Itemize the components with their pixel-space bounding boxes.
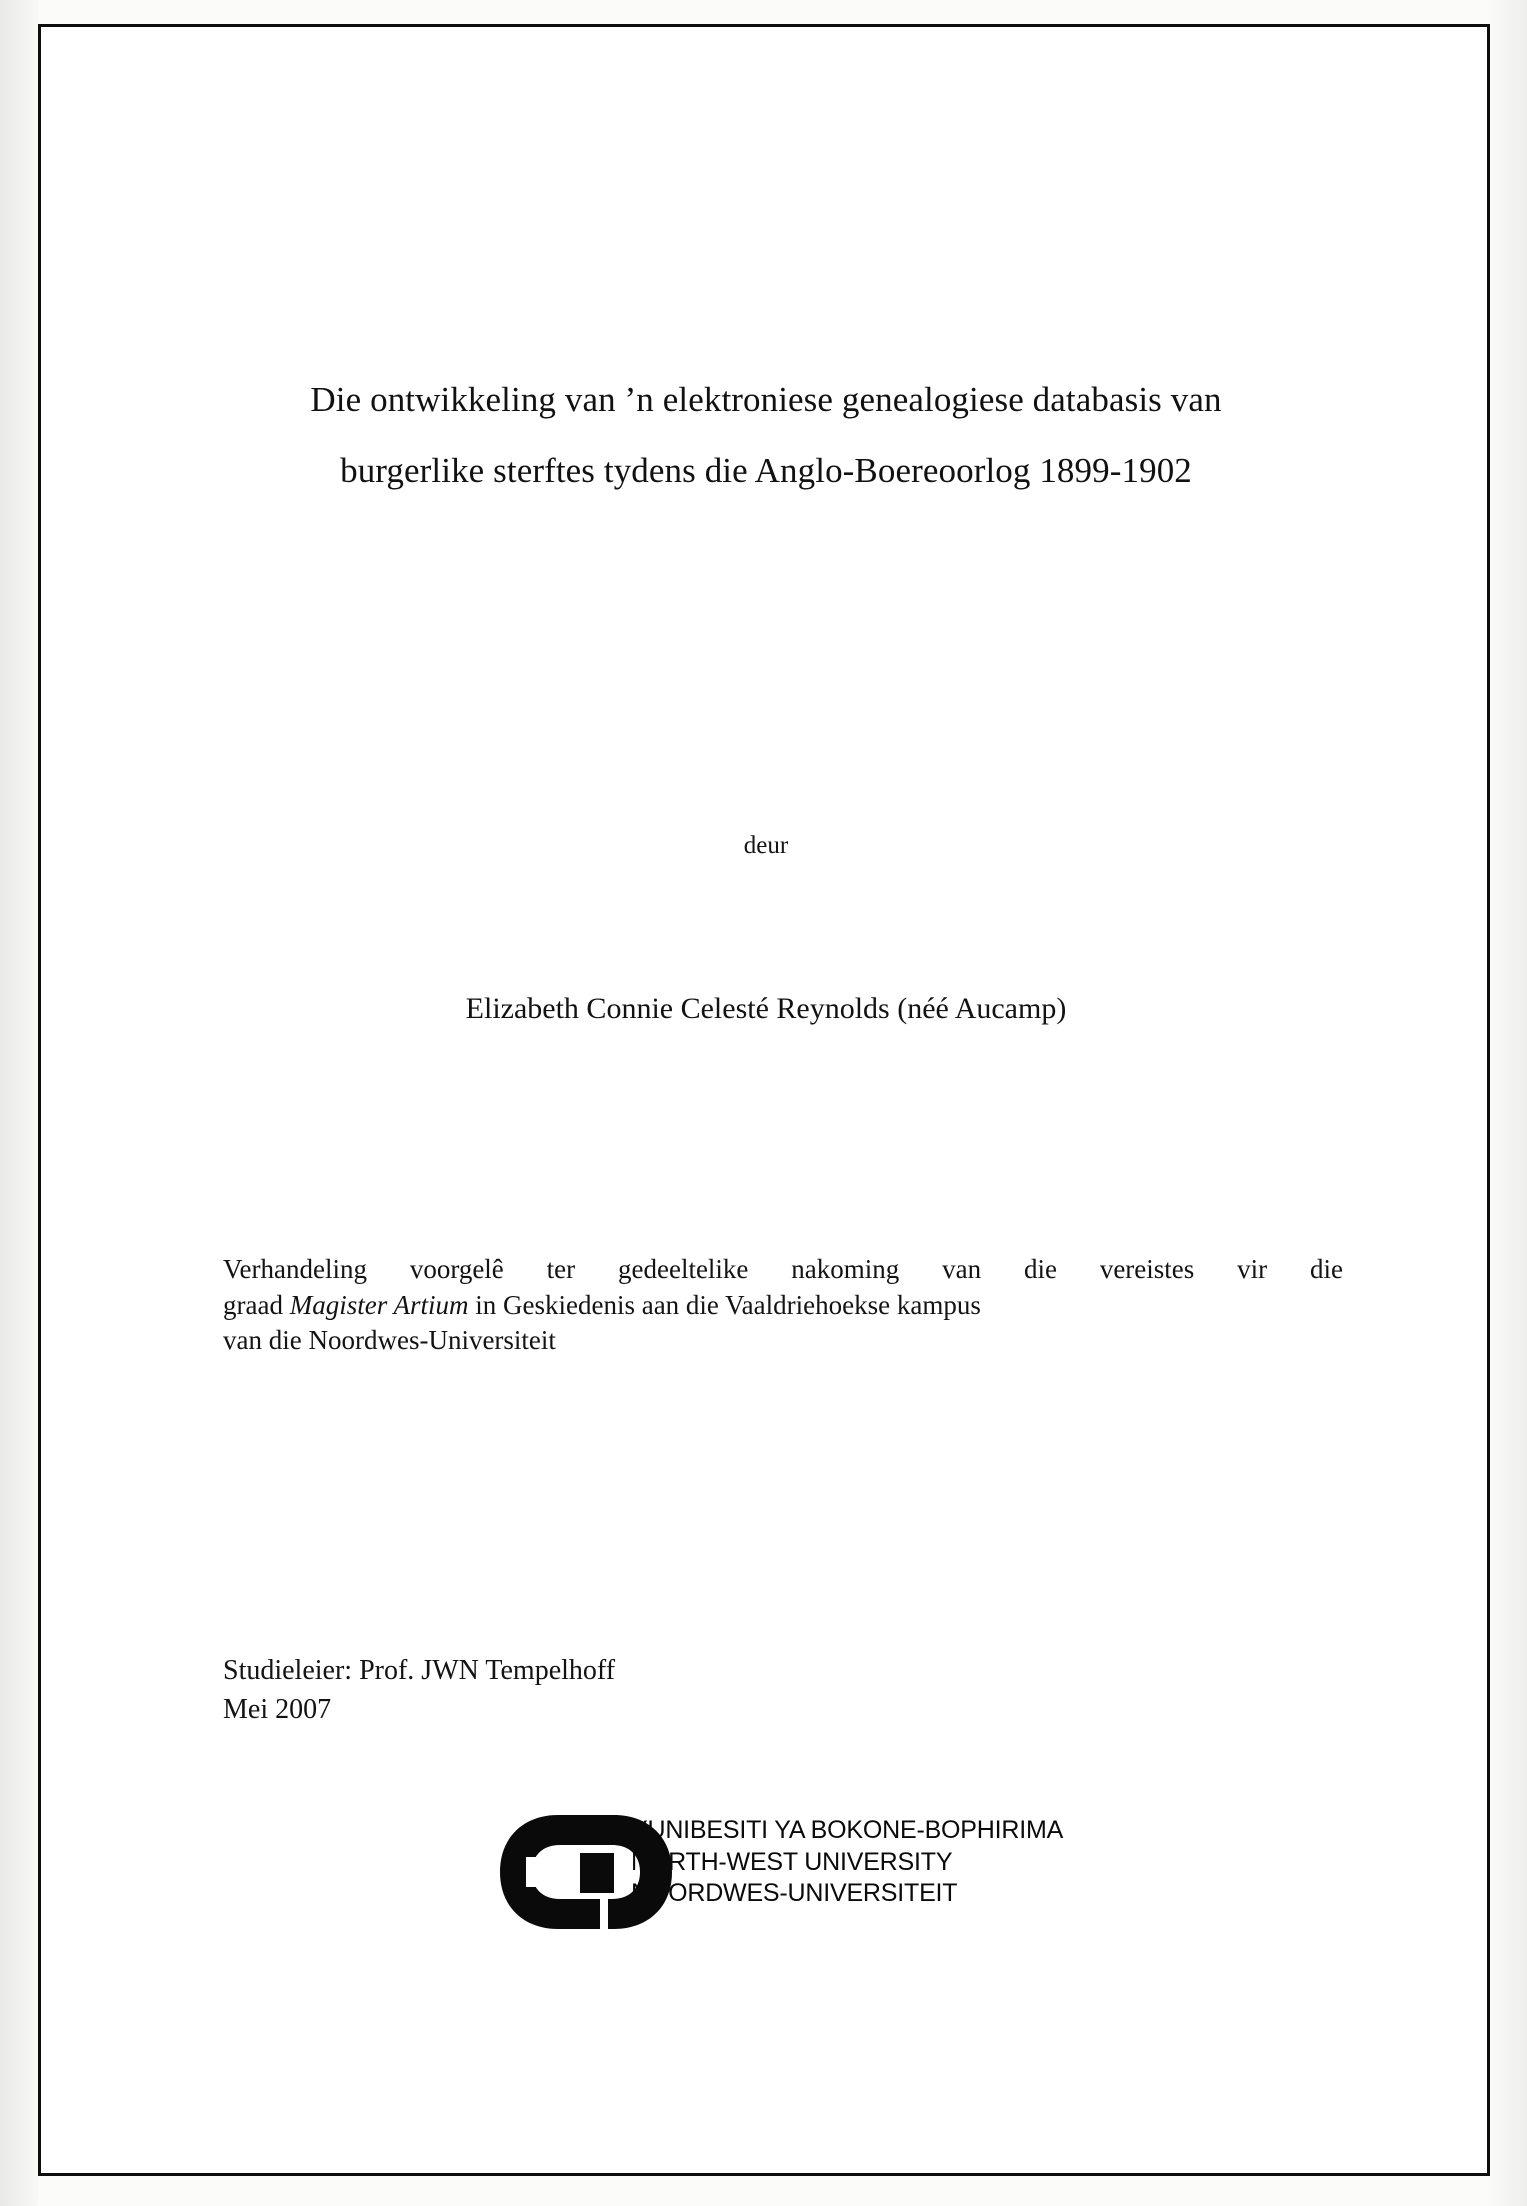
logo-text-line-2: NORTH-WEST UNIVERSITY (631, 1847, 953, 1876)
degree-name-italic: Magister Artium (289, 1289, 469, 1320)
degree-statement-line-2-prefix: graad (223, 1289, 290, 1320)
university-logo (496, 1807, 1196, 1937)
supervisor-block (223, 1652, 1123, 1729)
logo-text-line-1: YUNIBESITI YA BOKONE-BOPHIRIMA (631, 1816, 1064, 1844)
degree-statement-line-2 (223, 1288, 1343, 1324)
title-line-1: Die ontwikkeling van ’n elektroniese genealogiese databasis van (310, 380, 1222, 419)
page-content-area (41, 27, 1487, 2173)
degree-statement (223, 1252, 1343, 1359)
page-border-frame (38, 24, 1490, 2176)
author-name: Elizabeth Connie Celesté Reynolds (néé Aucamp) (465, 992, 1067, 1025)
scan-left-edge (0, 0, 38, 2206)
degree-statement-line-2-suffix: in Geskiedenis aan die Vaaldriehoekse kampus (468, 1289, 981, 1320)
scan-right-edge (1490, 0, 1527, 2206)
degree-statement-line-1: Verhandeling voorgelê ter gedeeltelike nakoming van die vereistes vir die (223, 1254, 1343, 1284)
page-title (191, 382, 1341, 488)
title-line-2: burgerlike sterftes tydens die Anglo-Boereoorlog 1899-1902 (340, 451, 1192, 490)
date-line: Mei 2007 (223, 1693, 332, 1725)
logo-text-line-3: NOORDWES-UNIVERSITEIT (631, 1879, 958, 1907)
supervisor-line: Studieleier: Prof. JWN Tempelhoff (223, 1655, 616, 1686)
by-label: deur (743, 832, 789, 859)
degree-statement-line-3: van die Noordwes-Universiteit (223, 1325, 556, 1356)
university-logo-text (631, 1815, 1063, 1910)
